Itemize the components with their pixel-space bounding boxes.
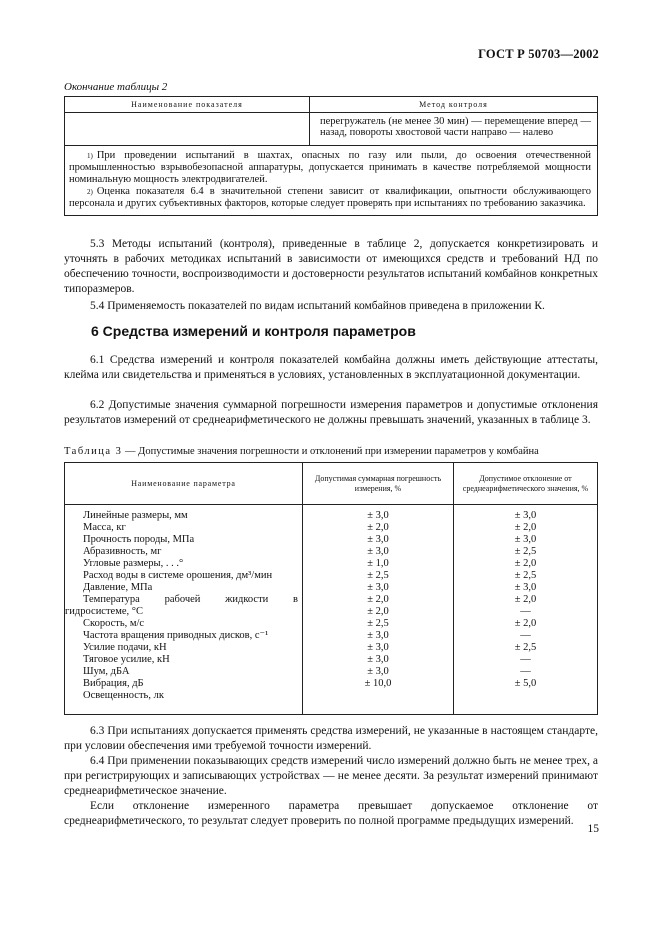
footnote-1: $^{1)}$ При проведении испытаний в шахтах, опасных по газу или пыли, до освоения отечественной промышленностью взрывобезопасной аппаратуры, допускается принимать в качестве потребляемой мощности номинальную мощность электродвигателей.: [69, 150, 591, 185]
table-row: Освещенность, лк: [83, 690, 164, 701]
table-cell: ± 2,5: [514, 642, 537, 653]
section-6-heading: 6 Средства измерений и контроля параметров: [91, 323, 416, 339]
table-2: [64, 96, 598, 216]
table-cell: ± 5,0: [514, 678, 537, 689]
table-cell: —: [520, 606, 531, 617]
table-row: Абразивность, мг: [83, 546, 162, 557]
table2-col-header-1: Наименование показателя: [65, 97, 310, 113]
table-row: Шум, дБА: [83, 666, 130, 677]
table3-header-error: Допустимая суммарная погрешность измерения, %: [303, 463, 454, 505]
table2-col-header-2: Метод контроля: [310, 97, 598, 113]
table-row: Температура рабочей жидкости в гидросистеме, °С: [65, 594, 298, 617]
table-cell: ± 2,0: [367, 522, 389, 533]
table3-deviation-column: [454, 505, 598, 715]
table-cell: ± 3,0: [367, 666, 389, 677]
table-continuation-caption: Окончание таблицы 2: [64, 81, 168, 93]
table-cell: ± 3,0: [367, 630, 389, 641]
table-cell: ± 1,0: [367, 558, 389, 569]
table2-empty-cell: [65, 113, 310, 146]
table-cell: —: [520, 666, 531, 677]
table3-header-deviation: Допустимое отклонение от среднеарифметического значения, %: [454, 463, 598, 505]
table-cell: ± 2,0: [367, 606, 389, 617]
table-cell: ± 3,0: [514, 510, 537, 521]
table3-parameter-column: [65, 505, 303, 715]
table-cell: ± 2,5: [367, 570, 389, 581]
table-cell: ± 10,0: [364, 678, 392, 689]
paragraph-6-3: 6.3 При испытаниях допускается применять средства измерений, не указанные в настоящем стандарте, при условии обеспечения ими требуемой точности измерений.: [64, 725, 598, 752]
table2-footnotes: [65, 146, 598, 216]
table-cell: ± 3,0: [514, 582, 537, 593]
table2-method-cell: перегружатель (не менее 30 мин) — перемещение вперед — назад, повороты хвостовой части направо — налево: [310, 113, 598, 146]
table-row: Прочность породы, МПа: [83, 534, 195, 545]
paragraph-6-4-cont: Если отклонение измеренного параметра превышает допускаемое отклонение от среднеарифметического, то результат следует проверить по полной программе предыдущих измерений.: [64, 800, 598, 827]
table-cell: ± 2,5: [514, 570, 537, 581]
table-row: Расход воды в системе орошения, дм³/мин: [83, 570, 273, 581]
table-cell: ± 2,0: [514, 594, 537, 605]
table-cell: ± 2,0: [514, 558, 537, 569]
table-cell: ± 3,0: [514, 534, 537, 545]
paragraph-6-1: 6.1 Средства измерений и контроля показателей комбайна должны иметь действующие аттестаты, клейма или свидетельства и применяться в условиях, установленных в эксплуатационной документации.: [64, 354, 598, 381]
table-3-caption: Таблица 3 — Допустимые значения погрешности и отклонений при измерении параметров у комбайна: [64, 446, 539, 457]
document-header: ГОСТ Р 50703—2002: [478, 47, 599, 61]
paragraph-5-3: 5.3 Методы испытаний (контроля), приведенные в таблице 2, допускается конкретизировать и уточнять в рабочих методиках испытаний в зависимости от имеющихся средств и требований НД по обеспечению точности, воспроизводимости и достоверности результатов испытаний комбайнов конкретных типоразмеров.: [64, 238, 598, 295]
page-number: 15: [587, 823, 599, 835]
table-3: [64, 462, 598, 715]
table-cell: ± 2,0: [514, 618, 537, 629]
table-row: Масса, кг: [83, 522, 126, 533]
paragraph-6-2: 6.2 Допустимые значения суммарной погрешности измерения параметров и допустимые отклонения результатов измерений от среднеарифметического не должны превышать значений, указанных в таблице 3.: [64, 399, 598, 426]
paragraph-5-4: 5.4 Применяемость показателей по видам испытаний комбайнов приведена в приложении К.: [90, 300, 545, 312]
table3-error-column: [303, 505, 454, 715]
table-cell: ± 2,0: [514, 522, 537, 533]
table-cell: ± 3,0: [367, 546, 389, 557]
table-row: Линейные размеры, мм: [83, 510, 188, 521]
table-row: Вибрация, дБ: [83, 678, 144, 689]
footnote-2: $^{2)}$ Оценка показателя 6.4 в значительной степени зависит от квалификации, опытности обслуживающего персонала и других субъективных факторов, которые следует проверять при испытаниях по требованию заказчика.: [69, 186, 591, 209]
table-cell: —: [520, 654, 531, 665]
table-cell: ± 3,0: [367, 642, 389, 653]
paragraph-6-4: 6.4 При применении показывающих средств измерений число измерений должно быть не менее трех, а при регистрирующих и записывающих устройствах — не менее десяти. За результат измерений принимают среднеарифметическое значение.: [64, 755, 598, 797]
table-cell: ± 3,0: [367, 654, 389, 665]
table-cell: ± 2,0: [367, 594, 389, 605]
table-row: Скорость, м/с: [83, 618, 145, 629]
table-row: Усилие подачи, кН: [83, 642, 167, 653]
table3-header-parameter: Наименование параметра: [65, 463, 303, 505]
table-row: Давление, МПа: [83, 582, 153, 593]
table-cell: ± 3,0: [367, 534, 389, 545]
table-cell: ± 3,0: [367, 582, 389, 593]
table-row: Частота вращения приводных дисков, с⁻¹: [83, 630, 269, 641]
table-row: Угловые размеры, . . .°: [83, 558, 184, 569]
table-cell: —: [520, 630, 531, 641]
table-cell: ± 2,5: [514, 546, 537, 557]
table-cell: ± 3,0: [367, 510, 389, 521]
table-cell: ± 2,5: [367, 618, 389, 629]
table-row: Тяговое усилие, кН: [83, 654, 170, 665]
